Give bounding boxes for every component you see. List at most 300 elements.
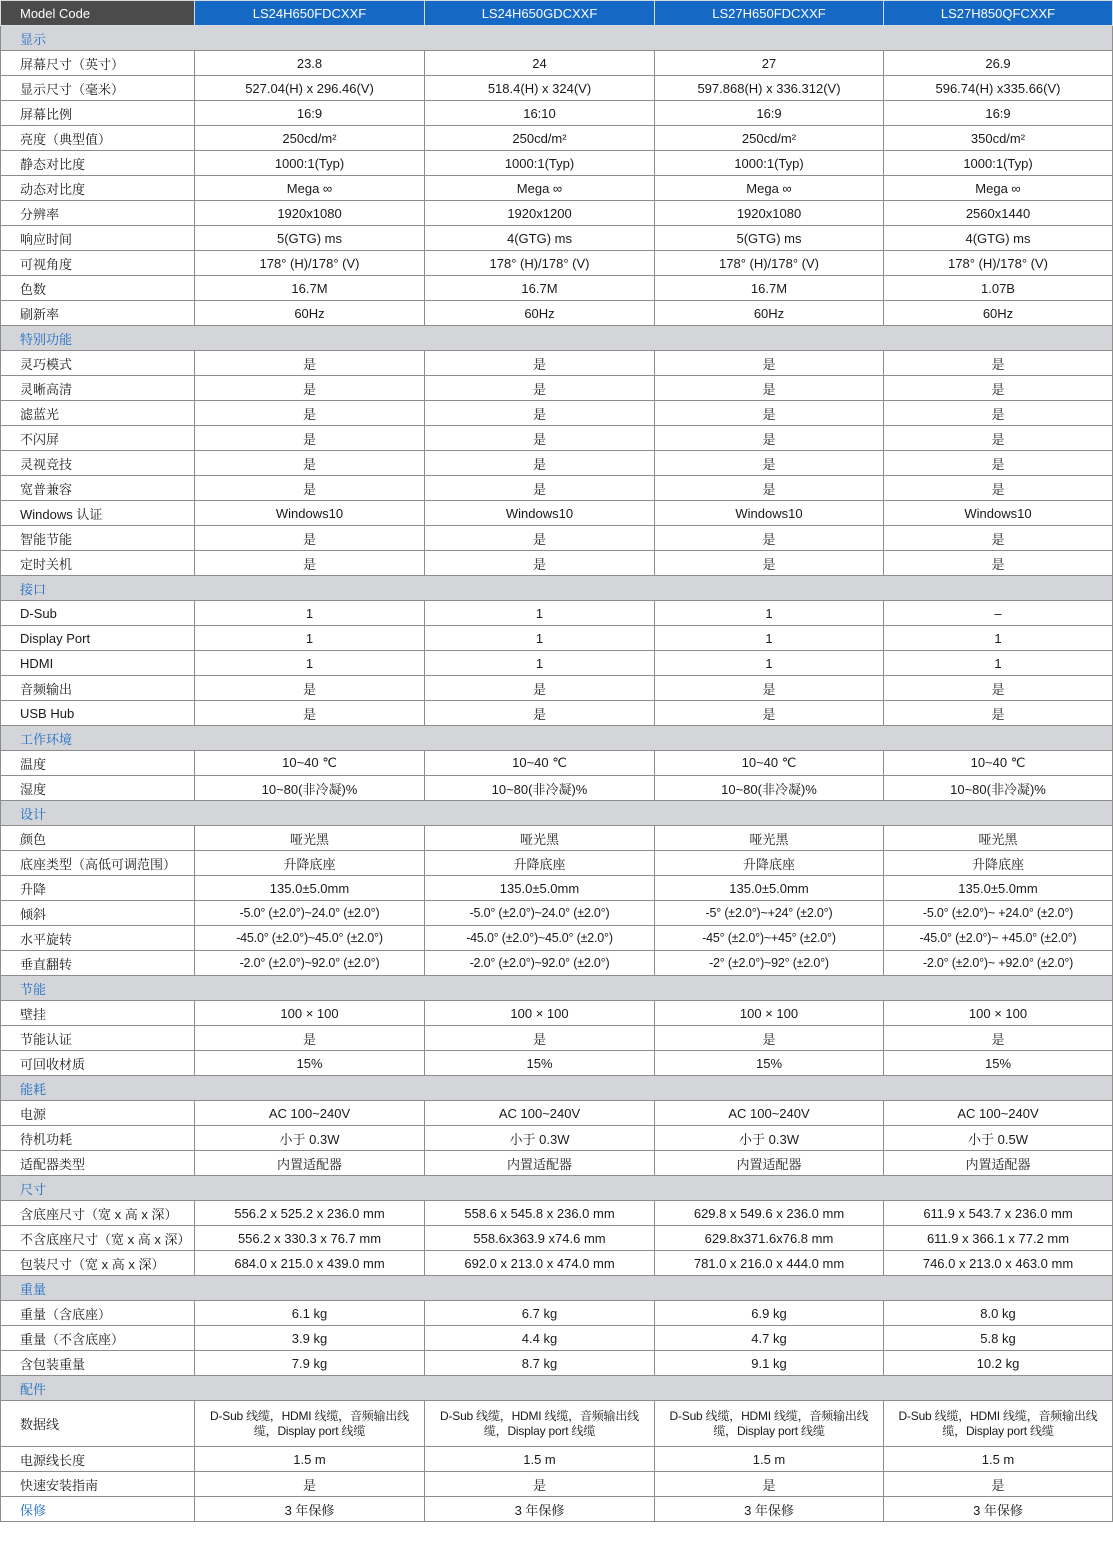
spec-value: 746.0 x 213.0 x 463.0 mm	[884, 1251, 1113, 1276]
spec-row	[1, 501, 1113, 526]
section-title: 节能	[1, 976, 1113, 1001]
spec-label: 倾斜	[1, 901, 195, 926]
spec-row	[1, 1051, 1113, 1076]
section-title: 接口	[1, 576, 1113, 601]
spec-value: 16:10	[425, 101, 655, 126]
spec-value: 178° (H)/178° (V)	[195, 251, 425, 276]
spec-value: Mega ∞	[655, 176, 884, 201]
spec-value: 10~80(非冷凝)%	[655, 776, 884, 801]
spec-row	[1, 451, 1113, 476]
spec-value: 1920x1200	[425, 201, 655, 226]
spec-value: 是	[425, 426, 655, 451]
spec-value: 小于 0.3W	[655, 1126, 884, 1151]
spec-value: 是	[425, 1472, 655, 1497]
model-header: LS27H650FDCXXF	[655, 1, 884, 26]
spec-value: 3 年保修	[195, 1497, 425, 1522]
spec-value: 5(GTG) ms	[655, 226, 884, 251]
spec-value: 1	[425, 651, 655, 676]
spec-label: 电源线长度	[1, 1447, 195, 1472]
spec-value: 是	[425, 701, 655, 726]
spec-value: 10~80(非冷凝)%	[425, 776, 655, 801]
section-title: 特别功能	[1, 326, 1113, 351]
spec-label: 升降	[1, 876, 195, 901]
spec-value: -45.0° (±2.0°)~45.0° (±2.0°)	[195, 926, 425, 951]
spec-value: 1	[655, 626, 884, 651]
spec-value: 是	[655, 701, 884, 726]
spec-value: 1920x1080	[195, 201, 425, 226]
spec-value: 是	[195, 351, 425, 376]
spec-value: 597.868(H) x 336.312(V)	[655, 76, 884, 101]
spec-value: 是	[425, 451, 655, 476]
spec-value: 15%	[884, 1051, 1113, 1076]
spec-row	[1, 526, 1113, 551]
spec-value: 135.0±5.0mm	[884, 876, 1113, 901]
spec-value: 16:9	[655, 101, 884, 126]
spec-value: 小于 0.3W	[195, 1126, 425, 1151]
spec-value: 135.0±5.0mm	[425, 876, 655, 901]
spec-label: 响应时间	[1, 226, 195, 251]
spec-value: 7.9 kg	[195, 1351, 425, 1376]
spec-value: 6.9 kg	[655, 1301, 884, 1326]
section-header-row	[1, 1076, 1113, 1101]
spec-value: 哑光黑	[195, 826, 425, 851]
spec-row	[1, 51, 1113, 76]
section-title: 尺寸	[1, 1176, 1113, 1201]
section-header-row	[1, 576, 1113, 601]
section-title: 重量	[1, 1276, 1113, 1301]
spec-value: 是	[195, 401, 425, 426]
spec-value: 178° (H)/178° (V)	[425, 251, 655, 276]
spec-value: 6.1 kg	[195, 1301, 425, 1326]
section-header-row	[1, 801, 1113, 826]
spec-value: -2.0° (±2.0°)~92.0° (±2.0°)	[195, 951, 425, 976]
spec-label: 宽普兼容	[1, 476, 195, 501]
spec-label: USB Hub	[1, 701, 195, 726]
spec-label: 动态对比度	[1, 176, 195, 201]
spec-label: 重量（含底座）	[1, 1301, 195, 1326]
spec-value: 9.1 kg	[655, 1351, 884, 1376]
spec-value: 692.0 x 213.0 x 474.0 mm	[425, 1251, 655, 1276]
spec-value: 100 × 100	[884, 1001, 1113, 1026]
spec-row	[1, 1472, 1113, 1497]
spec-value: 是	[884, 526, 1113, 551]
spec-row	[1, 1226, 1113, 1251]
spec-label: 包装尺寸（宽 x 高 x 深）	[1, 1251, 195, 1276]
spec-value: 16:9	[884, 101, 1113, 126]
spec-value: 是	[655, 551, 884, 576]
spec-row	[1, 851, 1113, 876]
spec-value: 100 × 100	[195, 1001, 425, 1026]
spec-value: 1000:1(Typ)	[195, 151, 425, 176]
spec-value: 15%	[195, 1051, 425, 1076]
spec-value: Mega ∞	[425, 176, 655, 201]
spec-value: 是	[884, 476, 1113, 501]
spec-value: 是	[884, 1472, 1113, 1497]
spec-value: 内置适配器	[884, 1151, 1113, 1176]
spec-value: 是	[425, 476, 655, 501]
model-header: LS24H650GDCXXF	[425, 1, 655, 26]
spec-row	[1, 1251, 1113, 1276]
spec-row	[1, 201, 1113, 226]
spec-value: 是	[425, 1026, 655, 1051]
spec-value: 100 × 100	[425, 1001, 655, 1026]
spec-row	[1, 1447, 1113, 1472]
spec-value: 3 年保修	[655, 1497, 884, 1522]
section-header-row	[1, 976, 1113, 1001]
spec-row	[1, 601, 1113, 626]
spec-row	[1, 926, 1113, 951]
section-title: 显示	[1, 26, 1113, 51]
spec-value: 629.8 x 549.6 x 236.0 mm	[655, 1201, 884, 1226]
spec-value: 4.7 kg	[655, 1326, 884, 1351]
spec-value: 是	[195, 426, 425, 451]
spec-value: 27	[655, 51, 884, 76]
spec-label: 不含底座尺寸（宽 x 高 x 深）	[1, 1226, 195, 1251]
spec-row	[1, 376, 1113, 401]
spec-row	[1, 1301, 1113, 1326]
spec-label: 刷新率	[1, 301, 195, 326]
model-code-label: Model Code	[1, 1, 195, 26]
spec-value: 是	[195, 1026, 425, 1051]
spec-value: 4.4 kg	[425, 1326, 655, 1351]
spec-value: –	[884, 601, 1113, 626]
spec-value: -45.0° (±2.0°)~45.0° (±2.0°)	[425, 926, 655, 951]
spec-label: 亮度（典型值）	[1, 126, 195, 151]
spec-row	[1, 901, 1113, 926]
spec-value: 是	[655, 401, 884, 426]
spec-row	[1, 776, 1113, 801]
spec-label: 保修	[1, 1497, 195, 1522]
spec-value: 是	[884, 376, 1113, 401]
spec-value: 是	[655, 1026, 884, 1051]
spec-row	[1, 426, 1113, 451]
spec-value: 是	[195, 1472, 425, 1497]
spec-value: 是	[884, 451, 1113, 476]
spec-label: 壁挂	[1, 1001, 195, 1026]
spec-label: 静态对比度	[1, 151, 195, 176]
spec-value: -5.0° (±2.0°)~24.0° (±2.0°)	[195, 901, 425, 926]
spec-label: 可视角度	[1, 251, 195, 276]
spec-row	[1, 1201, 1113, 1226]
spec-value: 是	[425, 351, 655, 376]
spec-value: 1	[655, 651, 884, 676]
spec-value: 5(GTG) ms	[195, 226, 425, 251]
spec-label: 屏幕尺寸（英寸）	[1, 51, 195, 76]
spec-row	[1, 701, 1113, 726]
spec-value: 60Hz	[425, 301, 655, 326]
spec-value: 10~80(非冷凝)%	[195, 776, 425, 801]
spec-value: 是	[884, 401, 1113, 426]
spec-value: 哑光黑	[884, 826, 1113, 851]
spec-value: 是	[195, 376, 425, 401]
spec-value: 哑光黑	[425, 826, 655, 851]
section-title: 设计	[1, 801, 1113, 826]
spec-row	[1, 1401, 1113, 1447]
section-header-row	[1, 1176, 1113, 1201]
spec-value: -5.0° (±2.0°)~ +24.0° (±2.0°)	[884, 901, 1113, 926]
spec-value: 611.9 x 366.1 x 77.2 mm	[884, 1226, 1113, 1251]
spec-row	[1, 751, 1113, 776]
spec-value: 小于 0.5W	[884, 1126, 1113, 1151]
spec-value: 250cd/m²	[425, 126, 655, 151]
spec-value: 60Hz	[195, 301, 425, 326]
section-header-row	[1, 1376, 1113, 1401]
spec-value: 15%	[425, 1051, 655, 1076]
spec-row	[1, 876, 1113, 901]
spec-value: 哑光黑	[655, 826, 884, 851]
spec-value: 是	[655, 351, 884, 376]
spec-value: 1	[195, 601, 425, 626]
spec-value: 是	[884, 676, 1113, 701]
model-header-row	[1, 1, 1113, 26]
spec-row	[1, 1101, 1113, 1126]
spec-value: 1920x1080	[655, 201, 884, 226]
spec-value: 升降底座	[425, 851, 655, 876]
spec-label: 重量（不含底座）	[1, 1326, 195, 1351]
spec-value: 1.5 m	[425, 1447, 655, 1472]
spec-label: HDMI	[1, 651, 195, 676]
spec-value: 内置适配器	[655, 1151, 884, 1176]
spec-label: 灵晰高清	[1, 376, 195, 401]
spec-value: 556.2 x 330.3 x 76.7 mm	[195, 1226, 425, 1251]
section-header-row	[1, 26, 1113, 51]
spec-value: -5° (±2.0°)~+24° (±2.0°)	[655, 901, 884, 926]
spec-value: 16:9	[195, 101, 425, 126]
spec-value: 是	[655, 1472, 884, 1497]
spec-value: 100 × 100	[655, 1001, 884, 1026]
spec-label: 适配器类型	[1, 1151, 195, 1176]
spec-value: 6.7 kg	[425, 1301, 655, 1326]
spec-row	[1, 476, 1113, 501]
spec-value: 250cd/m²	[655, 126, 884, 151]
spec-row	[1, 826, 1113, 851]
spec-value: 611.9 x 543.7 x 236.0 mm	[884, 1201, 1113, 1226]
model-header: LS24H650FDCXXF	[195, 1, 425, 26]
spec-value: 23.8	[195, 51, 425, 76]
spec-value: 8.0 kg	[884, 1301, 1113, 1326]
spec-value: 16.7M	[425, 276, 655, 301]
spec-row	[1, 101, 1113, 126]
spec-value: 10~40 ℃	[425, 751, 655, 776]
spec-label: 含包装重量	[1, 1351, 195, 1376]
spec-label: 底座类型（高低可调范围）	[1, 851, 195, 876]
spec-row	[1, 276, 1113, 301]
spec-row	[1, 1351, 1113, 1376]
spec-label: 灵视竞技	[1, 451, 195, 476]
spec-value: 250cd/m²	[195, 126, 425, 151]
spec-value: 升降底座	[195, 851, 425, 876]
spec-value: -5.0° (±2.0°)~24.0° (±2.0°)	[425, 901, 655, 926]
spec-label: 含底座尺寸（宽 x 高 x 深）	[1, 1201, 195, 1226]
spec-value: 内置适配器	[195, 1151, 425, 1176]
spec-value: 10.2 kg	[884, 1351, 1113, 1376]
spec-label: 温度	[1, 751, 195, 776]
spec-value: 135.0±5.0mm	[195, 876, 425, 901]
spec-value: 3.9 kg	[195, 1326, 425, 1351]
spec-value: 558.6x363.9 x74.6 mm	[425, 1226, 655, 1251]
spec-value: 5.8 kg	[884, 1326, 1113, 1351]
spec-value: 3 年保修	[884, 1497, 1113, 1522]
spec-row	[1, 251, 1113, 276]
section-title: 配件	[1, 1376, 1113, 1401]
spec-value: Windows10	[884, 501, 1113, 526]
spec-value: 1	[425, 626, 655, 651]
spec-value: D-Sub 线缆，HDMI 线缆，音频输出线缆，Display port 线缆	[655, 1401, 884, 1447]
spec-value: D-Sub 线缆，HDMI 线缆，音频输出线缆，Display port 线缆	[195, 1401, 425, 1447]
spec-row	[1, 1026, 1113, 1051]
spec-row	[1, 1126, 1113, 1151]
spec-value: 是	[195, 701, 425, 726]
spec-label: 可回收材质	[1, 1051, 195, 1076]
spec-label: 滤蓝光	[1, 401, 195, 426]
spec-value: 是	[655, 376, 884, 401]
spec-label: 垂直翻转	[1, 951, 195, 976]
spec-label: D-Sub	[1, 601, 195, 626]
spec-label: 灵巧模式	[1, 351, 195, 376]
spec-value: 2560x1440	[884, 201, 1113, 226]
spec-row	[1, 651, 1113, 676]
spec-value: 518.4(H) x 324(V)	[425, 76, 655, 101]
spec-value: 是	[655, 526, 884, 551]
spec-value: Windows10	[655, 501, 884, 526]
spec-label: Windows 认证	[1, 501, 195, 526]
spec-label: 待机功耗	[1, 1126, 195, 1151]
spec-label: 显示尺寸（毫米）	[1, 76, 195, 101]
spec-value: -2.0° (±2.0°)~92.0° (±2.0°)	[425, 951, 655, 976]
spec-row	[1, 76, 1113, 101]
spec-row	[1, 1326, 1113, 1351]
spec-value: 10~40 ℃	[195, 751, 425, 776]
spec-value: 1	[425, 601, 655, 626]
spec-row	[1, 626, 1113, 651]
spec-value: 24	[425, 51, 655, 76]
spec-label: 数据线	[1, 1401, 195, 1447]
spec-value: 8.7 kg	[425, 1351, 655, 1376]
spec-value: 是	[195, 476, 425, 501]
spec-value: 是	[655, 426, 884, 451]
spec-label: 电源	[1, 1101, 195, 1126]
spec-value: 是	[195, 676, 425, 701]
spec-value: 是	[884, 701, 1113, 726]
spec-label: 水平旋转	[1, 926, 195, 951]
spec-value: 是	[655, 676, 884, 701]
spec-value: 1000:1(Typ)	[425, 151, 655, 176]
spec-row	[1, 951, 1113, 976]
spec-value: 1000:1(Typ)	[884, 151, 1113, 176]
spec-label: 不闪屏	[1, 426, 195, 451]
section-title: 工作环境	[1, 726, 1113, 751]
spec-row	[1, 151, 1113, 176]
spec-value: 4(GTG) ms	[425, 226, 655, 251]
spec-value: 1.07B	[884, 276, 1113, 301]
spec-value: 558.6 x 545.8 x 236.0 mm	[425, 1201, 655, 1226]
spec-value: 350cd/m²	[884, 126, 1113, 151]
spec-value: 781.0 x 216.0 x 444.0 mm	[655, 1251, 884, 1276]
spec-value: 10~40 ℃	[655, 751, 884, 776]
spec-value: 60Hz	[884, 301, 1113, 326]
spec-value: 是	[884, 1026, 1113, 1051]
spec-value: 是	[425, 401, 655, 426]
spec-row	[1, 176, 1113, 201]
spec-value: 是	[655, 451, 884, 476]
spec-value: 10~80(非冷凝)%	[884, 776, 1113, 801]
spec-value: 是	[884, 351, 1113, 376]
spec-value: 178° (H)/178° (V)	[884, 251, 1113, 276]
spec-label: 智能节能	[1, 526, 195, 551]
spec-value: 1.5 m	[884, 1447, 1113, 1472]
spec-label: 定时关机	[1, 551, 195, 576]
spec-label: 分辨率	[1, 201, 195, 226]
spec-value: 是	[425, 551, 655, 576]
section-header-row	[1, 1276, 1113, 1301]
spec-value: 是	[425, 376, 655, 401]
spec-value: 是	[425, 526, 655, 551]
spec-value: Windows10	[195, 501, 425, 526]
spec-row	[1, 1151, 1113, 1176]
spec-row	[1, 351, 1113, 376]
spec-value: 4(GTG) ms	[884, 226, 1113, 251]
spec-value: 527.04(H) x 296.46(V)	[195, 76, 425, 101]
spec-value: Windows10	[425, 501, 655, 526]
spec-value: 1	[655, 601, 884, 626]
spec-value: 是	[195, 526, 425, 551]
spec-value: 1000:1(Typ)	[655, 151, 884, 176]
spec-value: 596.74(H) x335.66(V)	[884, 76, 1113, 101]
spec-label: 屏幕比例	[1, 101, 195, 126]
spec-row	[1, 1001, 1113, 1026]
spec-value: 16.7M	[195, 276, 425, 301]
spec-value: 684.0 x 215.0 x 439.0 mm	[195, 1251, 425, 1276]
spec-value: D-Sub 线缆，HDMI 线缆，音频输出线缆，Display port 线缆	[884, 1401, 1113, 1447]
spec-label: 音频输出	[1, 676, 195, 701]
section-title: 能耗	[1, 1076, 1113, 1101]
spec-value: D-Sub 线缆，HDMI 线缆，音频输出线缆，Display port 线缆	[425, 1401, 655, 1447]
spec-label: 颜色	[1, 826, 195, 851]
spec-value: 16.7M	[655, 276, 884, 301]
spec-value: 1	[195, 651, 425, 676]
spec-value: -45° (±2.0°)~+45° (±2.0°)	[655, 926, 884, 951]
spec-value: 556.2 x 525.2 x 236.0 mm	[195, 1201, 425, 1226]
spec-row	[1, 126, 1113, 151]
spec-value: AC 100~240V	[425, 1101, 655, 1126]
spec-value: AC 100~240V	[884, 1101, 1113, 1126]
spec-value: 是	[425, 676, 655, 701]
spec-value: 是	[195, 551, 425, 576]
spec-row	[1, 401, 1113, 426]
spec-value: 是	[884, 551, 1113, 576]
spec-row	[1, 551, 1113, 576]
spec-row	[1, 226, 1113, 251]
spec-row	[1, 676, 1113, 701]
spec-value: Mega ∞	[884, 176, 1113, 201]
spec-label: 节能认证	[1, 1026, 195, 1051]
section-header-row	[1, 326, 1113, 351]
spec-value: 10~40 ℃	[884, 751, 1113, 776]
spec-value: 升降底座	[655, 851, 884, 876]
spec-label: 快速安装指南	[1, 1472, 195, 1497]
spec-value: 内置适配器	[425, 1151, 655, 1176]
spec-value: 178° (H)/178° (V)	[655, 251, 884, 276]
spec-value: 是	[884, 426, 1113, 451]
spec-value: 26.9	[884, 51, 1113, 76]
spec-label: 色数	[1, 276, 195, 301]
spec-value: 1	[884, 626, 1113, 651]
spec-value: 135.0±5.0mm	[655, 876, 884, 901]
spec-value: 1.5 m	[195, 1447, 425, 1472]
spec-value: 60Hz	[655, 301, 884, 326]
spec-body	[1, 26, 1113, 1522]
spec-value: 小于 0.3W	[425, 1126, 655, 1151]
